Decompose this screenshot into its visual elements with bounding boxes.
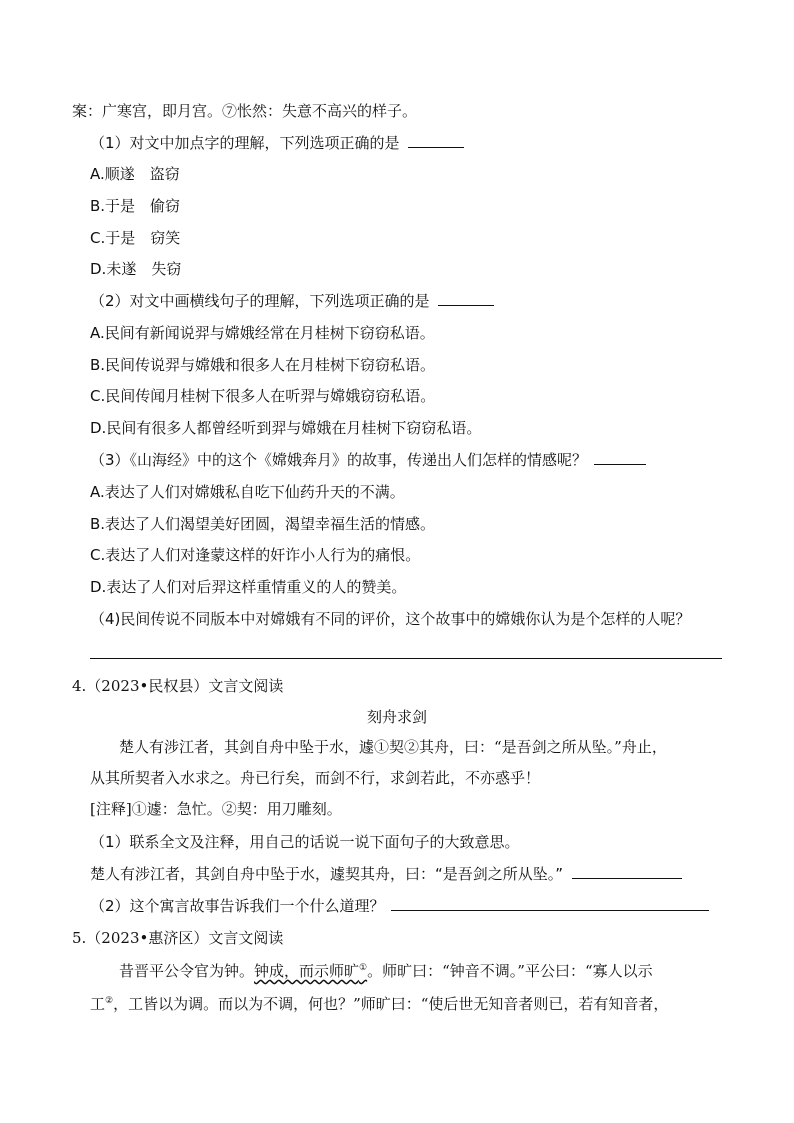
option-a: A.表达了人们对嫦娥私自吃下仙药升天的不满。 [90, 483, 405, 501]
annotation-note: [注释]①遽：急忙。②契：用刀雕刻。 [90, 800, 342, 818]
passage-line: 楚人有涉江者，其剑自舟中坠于水，遽①契②其舟，曰：“是吾剑之所从坠。”舟止， [119, 738, 667, 756]
quoted-sentence: 楚人有涉江者，其剑自舟中坠于水，遽契其舟，曰：“是吾剑之所从坠。” [90, 865, 564, 883]
answer-blank[interactable] [391, 896, 709, 911]
passage-text: ，工皆以为调。而以为不调，何也？”师旷曰：“使后世无知音者则已，若有知音者， [113, 995, 669, 1013]
question-3-4: （4)民间传说不同版本中对嫦娥有不同的评价，这个故事中的嫦娥你认为是个怎样的人呢？ [90, 610, 691, 628]
passage-text: 。师旷曰：“钟音不调。”平公曰：“寡人以示 [367, 962, 653, 980]
passage-text: 工 [90, 995, 106, 1013]
option-a: A.民间有新闻说羿与嫦娥经常在月桂树下窃窃私语。 [90, 324, 435, 342]
question-text: （3）《山海经》中的这个《嫦娥奔月》的故事，传递出人们怎样的情感呢？ [90, 451, 588, 469]
footnote-marker: ① [359, 963, 368, 973]
question-4-2 [90, 896, 709, 916]
answer-blank[interactable] [438, 291, 494, 306]
question-3-3 [90, 450, 646, 470]
option-d: D.未遂 失窃 [90, 260, 182, 278]
option-b: B.于是 偷窃 [90, 197, 181, 215]
passage-title: 刻舟求剑 [366, 708, 427, 726]
passage-line: 从其所契者入水求之。舟已行矣，而剑不行，求剑若此，不亦惑乎！ [90, 769, 541, 787]
underlined-sentence [254, 962, 367, 980]
answer-blank[interactable] [594, 450, 646, 465]
section-5-header: 5.（2023•惠济区）文言文阅读 [72, 929, 284, 947]
underlined-text: 钟成，而示师旷 [254, 962, 360, 980]
passage-text: 昔晋平公令官为钟。 [119, 962, 255, 980]
option-c: C.表达了人们对逢蒙这样的奸诈小人行为的痛恨。 [90, 546, 421, 564]
question-text: （2）这个寓言故事告诉我们一个什么道理？ [90, 897, 385, 915]
answer-blank[interactable] [408, 133, 464, 148]
option-d: D.表达了人们对后羿这样重情重义的人的赞美。 [90, 578, 407, 596]
section-4-header: 4.（2023•民权县）文言文阅读 [72, 677, 284, 695]
passage-line [119, 961, 653, 981]
option-b: B.表达了人们渴望美好团圆，渴望幸福生活的情感。 [90, 515, 436, 533]
question-4-1: （1）联系全文及注释，用自己的话说一说下面句子的大致意思。 [90, 833, 520, 851]
footnote-marker: ② [105, 996, 114, 1006]
question-3-2 [90, 291, 494, 311]
question-4-1-sentence [90, 864, 682, 884]
answer-line[interactable] [90, 658, 722, 659]
option-c: C.于是 窃笑 [90, 229, 181, 247]
answer-blank[interactable] [572, 864, 682, 879]
option-b: B.民间传说羿与嫦娥和很多人在月桂树下窃窃私语。 [90, 356, 436, 374]
question-text: （2）对文中画横线句子的理解，下列选项正确的是 [90, 292, 430, 310]
option-d: D.民间有很多人都曾经听到羿与嫦娥在月桂树下窃窃私语。 [90, 419, 482, 437]
annotation-line: 案：广寒宫，即月宫。⑦怅然：失意不高兴的样子。 [72, 102, 418, 120]
option-a: A.顺遂 盗窃 [90, 165, 180, 183]
question-text: （1）对文中加点字的理解，下列选项正确的是 [90, 134, 400, 152]
passage-line [90, 994, 668, 1014]
option-c: C.民间传闻月桂树下很多人在听羿与嫦娥窃窃私语。 [90, 387, 436, 405]
question-3-1 [90, 133, 464, 153]
